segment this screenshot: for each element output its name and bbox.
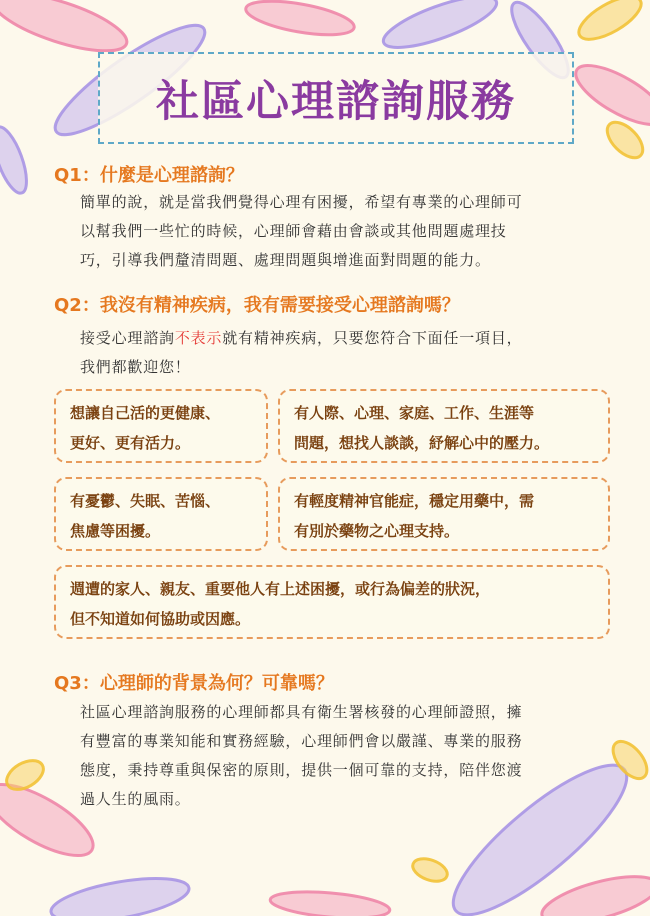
q2-heading: Q2：我沒有精神疾病，我有需要接受心理諮詢嗎？ [54,295,460,316]
q3-answer [80,698,605,814]
q1-line: 巧，引導我們釐清問題、處理問題與增進面對問題的能力。 [80,251,491,269]
criteria-box-4 [278,477,610,551]
q1-line: 以幫我們一些忙的時候，心理師會藉由會談或其他問題處理技 [80,222,507,240]
criteria-line: 焦慮等困擾。 [70,522,161,540]
q1-heading: Q1：什麼是心理諮詢？ [54,165,244,186]
leaf-purple-bottom-left [48,870,192,916]
leaf-pink-bottom-right [537,867,650,916]
q2-intro-highlight: 不表示 [174,329,223,347]
leaf-yellow-top-right [573,0,648,48]
criteria-box-2 [278,389,610,463]
q3-heading: Q3：心理師的背景為何？可靠嗎？ [54,673,334,694]
q3-line: 有豐富的專業知能和實務經驗，心理師們會以嚴謹、專業的服務 [80,732,523,750]
leaf-purple-left-mid [0,123,33,197]
leaf-yellow-bottom-center [410,854,451,885]
q2-intro-after: 就有精神疾病，只要您符合下面任一項目， [222,329,523,347]
criteria-line: 有人際、心理、家庭、工作、生涯等 [294,404,535,422]
leaf-pink-top-center [243,0,356,41]
title-box [98,52,574,144]
criteria-line: 想讓自己活的更健康、 [70,404,221,422]
q2-intro [80,324,605,382]
criteria-line: 問題，想找人談談，紓解心中的壓力。 [294,434,550,452]
criteria-box-1 [54,389,268,463]
criteria-line: 有別於藥物之心理支持。 [294,522,460,540]
leaf-pink-bottom-center [269,888,391,916]
criteria-line: 週遭的家人、親友、重要他人有上述困擾，或行為偏差的狀況， [70,580,491,598]
criteria-box-5 [54,565,610,639]
leaf-purple-top-right [378,0,502,58]
q1-answer [80,188,605,275]
q2-intro-line2: 我們都歡迎您！ [80,358,191,376]
criteria-box-3 [54,477,268,551]
q3-line: 社區心理諮詢服務的心理師都具有衛生署核發的心理師證照，擁 [80,703,523,721]
criteria-line: 有輕度精神官能症，穩定用藥中，需 [294,492,535,510]
criteria-line: 但不知道如何協助或因應。 [70,610,251,628]
q2-intro-line1 [80,324,605,353]
q3-line: 態度，秉持尊重與保密的原則，提供一個可靠的支持，陪伴您渡 [80,761,523,779]
q2-intro-before: 接受心理諮詢 [80,329,175,347]
criteria-line: 有憂鬱、失眠、苦惱、 [70,492,221,510]
q1-line: 簡單的說，就是當我們覺得心理有困擾，希望有專業的心理師可 [80,193,523,211]
q3-line: 過人生的風雨。 [80,790,191,808]
criteria-line: 更好、更有活力。 [70,434,191,452]
page-title: 社區心理諮詢服務 [156,76,516,127]
